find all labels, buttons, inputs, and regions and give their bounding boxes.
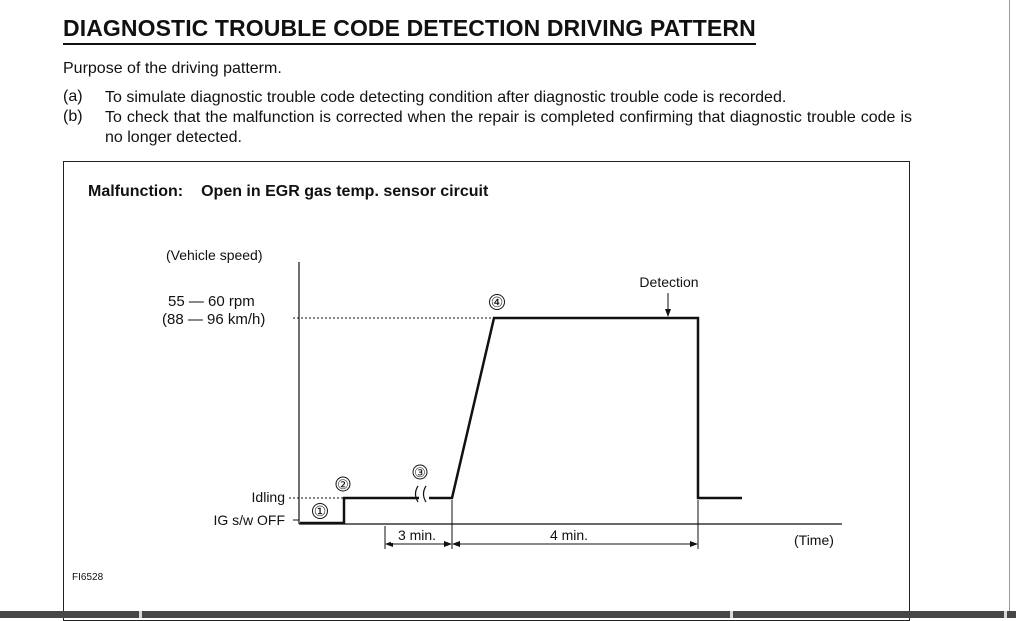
speed-profile-line xyxy=(429,318,742,498)
bar-separator xyxy=(1004,611,1007,618)
duration-4min-label: 4 min. xyxy=(549,527,589,543)
malfunction-label: Malfunction: xyxy=(88,183,184,200)
step-number: ② xyxy=(337,477,349,492)
item-text: To check that the malfunction is corrected when the repair is completed confirming that diagnostic trouble code is no longer detected. xyxy=(105,109,912,146)
y-axis-title: (Vehicle speed) xyxy=(166,247,263,263)
x-axis-title: (Time) xyxy=(794,532,834,548)
speed-label-line1: 55 — 60 rpm xyxy=(168,293,255,310)
item-text: To simulate diagnostic trouble code detecting condition after diagnostic trouble code is recorded. xyxy=(105,89,787,106)
duration-3min-label: 3 min. xyxy=(397,527,437,543)
time-break-mark xyxy=(416,486,419,502)
detection-label: Detection xyxy=(639,274,699,290)
time-break-mark xyxy=(424,486,427,502)
bottom-bar xyxy=(0,611,1016,618)
step-number: ③ xyxy=(414,465,426,480)
step-number: ④ xyxy=(490,294,504,310)
step-number: ① xyxy=(313,503,327,519)
item-label: (a) xyxy=(63,88,83,105)
speed-label-line2: (88 — 96 km/h) xyxy=(162,311,266,328)
figure-id: FI6528 xyxy=(72,572,104,583)
page-title: DIAGNOSTIC TROUBLE CODE DETECTION DRIVING PATTERN xyxy=(63,15,756,45)
bar-separator xyxy=(139,611,142,618)
bar-separator xyxy=(730,611,733,618)
purpose-text: Purpose of the driving patterm. xyxy=(63,60,282,77)
malfunction-value: Open in EGR gas temp. sensor circuit xyxy=(201,183,489,200)
idling-label: Idling xyxy=(251,489,285,505)
ig-off-label: IG s/w OFF xyxy=(213,512,285,528)
item-label: (b) xyxy=(63,108,83,125)
